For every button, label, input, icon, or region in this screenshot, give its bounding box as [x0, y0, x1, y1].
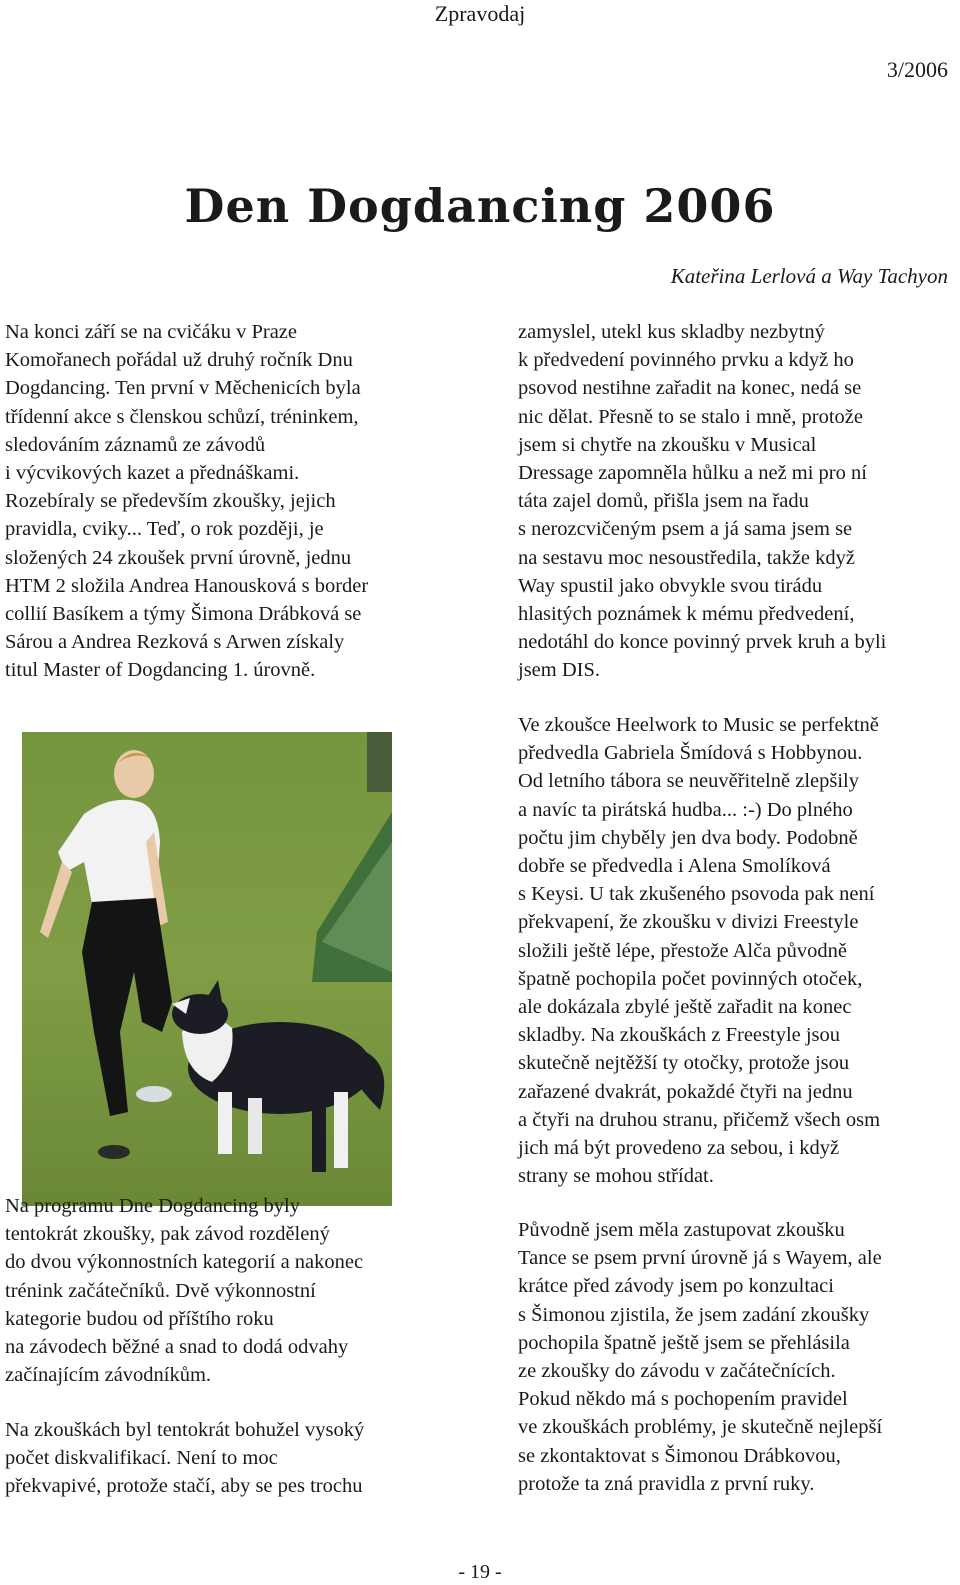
dog-photo — [22, 732, 392, 1206]
right-paragraph-1: zamyslel, utekl kus skladby nezbytný k předvedení povinného prvku a když ho psovod nestihne zařadit na konec, nedá se nic dělat. Přesně to se stalo i mně, protože jsem si chytře na zkoušku v Musical Dressage zapomněla hůlku a než mi pro ní táta zajel domů, přišla jsem na řadu s nerozcvičeným psem a já sama jsem se na sestavu moc nesoustředila, takže když Way spustil jako obvykle svou tirádu hlasitých poznámek k mému předvedení, nedotáhl do konce povinný prvek kruh a byli jsem DIS. — [518, 321, 887, 682]
left-paragraph-2: Na programu Dne Dogdancing byly tentokrát zkoušky, pak závod rozdělený do dvou výkonnostních kategorií a nakonec trénink začátečníků. Dvě výkonnostní kategorie budou od příštího roku na závodech běžné a snad to dodá odvahy začínajícím závodníkům. — [5, 1195, 364, 1387]
left-paragraph-1: Na konci září se na cvičáku v Praze Komořanech pořádal už druhý ročník Dnu Dogdancing. Ten první v Měchenicích byla třídenní akce s členskou schůzí, tréninkem, sledováním záznamů ze závodů i výcvikových kazet a přednáškami. Rozebíraly se především zkoušky, jejich pravidla, cviky... Teď, o rok později, je složených 24 zkoušek první úrovně, jednu HTM 2 složila Andrea Hanousková s border collií Basíkem a týmy Šimona Drábková se Sárou a Andrea Rezková s Arwen získaly titul Master of Dogdancing 1. úrovně. — [5, 321, 369, 682]
photo-handler-and-dog-image — [22, 732, 392, 1206]
issue-number: 3/2006 — [886, 57, 948, 82]
right-paragraph-2: Ve zkoušce Heelwork to Music se perfektně předvedla Gabriela Šmídová s Hobbynou. Od letního tábora se neuvěřitelně zlepšily a navíc ta pirátská hudba... :-) Do plného počtu jim chyběly jen dva body. Podobně dobře se předvedla i Alena Smolíková s Keysi. U tak zkušeného psovoda pak není překvapení, že zkoušku v divizi Freestyle složili ještě lépe, přestože Alča původně špatně pochopila počet povinných otoček, ale dokázala zbylé ještě zařadit na konec skladby. Na zkouškách z Freestyle jsou skutečně nejtěžší ty otočky, protože jsou zařazené dvakrát, pokaždé čtyři na jednu a čtyři na druhou stranu, přičemž všech osm jich má být provedeno za sebou, i když strany se mohou střídat. — [518, 714, 881, 1188]
left-paragraph-3: Na zkouškách byl tentokrát bohužel vysoký počet diskvalifikací. Není to moc překvapivé, protože stačí, aby se pes trochu — [5, 1419, 365, 1498]
article-author: Kateřina Lerlová a Way Tachyon — [670, 264, 948, 288]
right-paragraph-3: Původně jsem měla zastupovat zkoušku Tance se psem první úrovně já s Wayem, ale krátce před závody jsem po konzultaci s Šimonou zjistila, že jsem zadání zkoušky pochopila špatně ještě jsem se přehlásila ze zkoušky do závodu v začátečnících. Pokud někdo má s pochopením pravidel ve zkouškách problémy, je skutečně nejlepší se zkontaktovat s Šimonou Drábkovou, protože ta zná pravidla z první ruky. — [518, 1219, 883, 1495]
newsletter-title: Zpravodaj — [434, 1, 526, 26]
article-title: Den Dogdancing 2006 — [184, 179, 776, 233]
page-number: - 19 - — [458, 1561, 502, 1583]
